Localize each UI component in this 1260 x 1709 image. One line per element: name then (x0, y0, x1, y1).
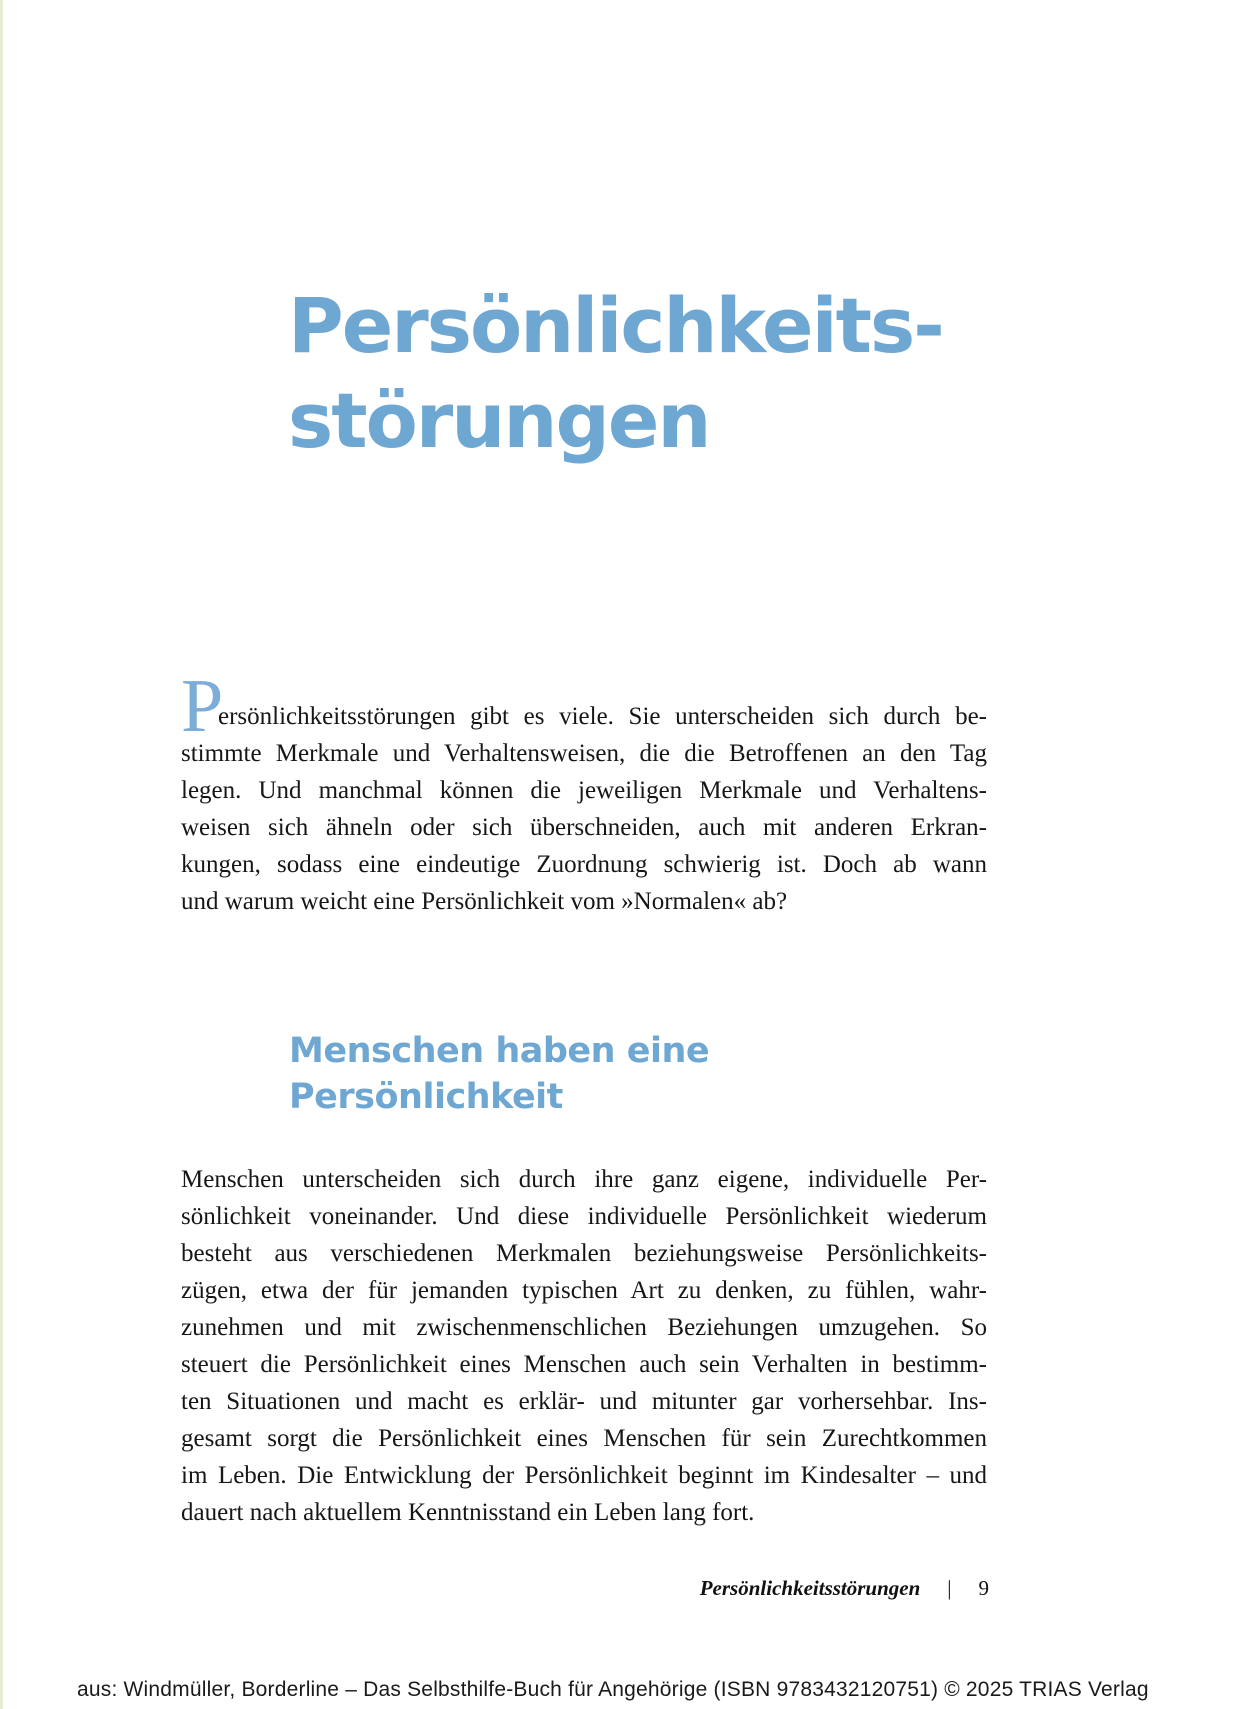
chapter-title-line-1: Persönlichkeits- (288, 281, 943, 370)
intro-line: und warum weicht eine Persönlichkeit vom »Normalen« ab? (181, 888, 788, 915)
intro-line: weisen sich ähneln oder sich überschneiden, auch mit anderen Erkran- (181, 814, 987, 841)
intro-line: kungen, sodass eine eindeutige Zuordnung schwierig ist. Doch ab wann (181, 851, 987, 878)
body-line: im Leben. Die Entwicklung der Persönlichkeit beginnt im Kindesalter – und (181, 1462, 987, 1489)
credit-line: aus: Windmüller, Borderline – Das Selbsthilfe-Buch für Angehörige (ISBN 9783432120751) © 2025 TRIAS Verlag (77, 1678, 1149, 1701)
body-line: sönlichkeit voneinander. Und diese individuelle Persönlichkeit wiederum (181, 1203, 987, 1230)
body-line: steuert die Persönlichkeit eines Menschen auch sein Verhalten in bestimm- (181, 1351, 987, 1378)
intro-line: legen. Und manchmal können die jeweiligen Merkmale und Verhaltens- (181, 777, 987, 804)
page-footer (700, 1576, 989, 1601)
section-heading-line-1: Menschen haben eine (289, 1031, 710, 1071)
page-number: 9 (978, 1576, 989, 1600)
chapter-title-line-2: störungen (288, 376, 710, 465)
section-heading (289, 1028, 709, 1120)
body-line: Menschen unterscheiden sich durch ihre ganz eigene, individuelle Per- (181, 1166, 987, 1193)
body-line: besteht aus verschiedenen Merkmalen beziehungsweise Persönlichkeits- (181, 1240, 987, 1267)
intro-line: ersönlichkeitsstörungen gibt es viele. Sie unterscheiden sich durch be- (218, 703, 987, 730)
body-line: gesamt sorgt die Persönlichkeit eines Menschen für sein Zurechtkommen (181, 1425, 987, 1452)
body-line: ten Situationen und macht es erklär- und mitunter gar vorhersehbar. Ins- (181, 1388, 987, 1415)
body-line: zügen, etwa der für jemanden typischen Art zu denken, zu fühlen, wahr- (181, 1277, 987, 1304)
intro-paragraph (181, 664, 987, 920)
chapter-title (288, 278, 943, 468)
body-line: zunehmen und mit zwischenmenschlichen Beziehungen umzugehen. So (181, 1314, 987, 1341)
page-edge-artifact (0, 0, 3, 1709)
running-title: Persönlichkeitsstörungen (699, 1576, 921, 1600)
intro-line: stimmte Merkmale und Verhaltensweisen, die die Betroffenen an den Tag (181, 740, 987, 767)
footer-separator: | (947, 1576, 952, 1600)
section-paragraph (181, 1161, 987, 1531)
section-heading-line-2: Persönlichkeit (289, 1077, 563, 1117)
body-line: dauert nach aktuellem Kenntnisstand ein Leben lang fort. (181, 1499, 755, 1526)
dropcap-initial: P (181, 664, 224, 748)
